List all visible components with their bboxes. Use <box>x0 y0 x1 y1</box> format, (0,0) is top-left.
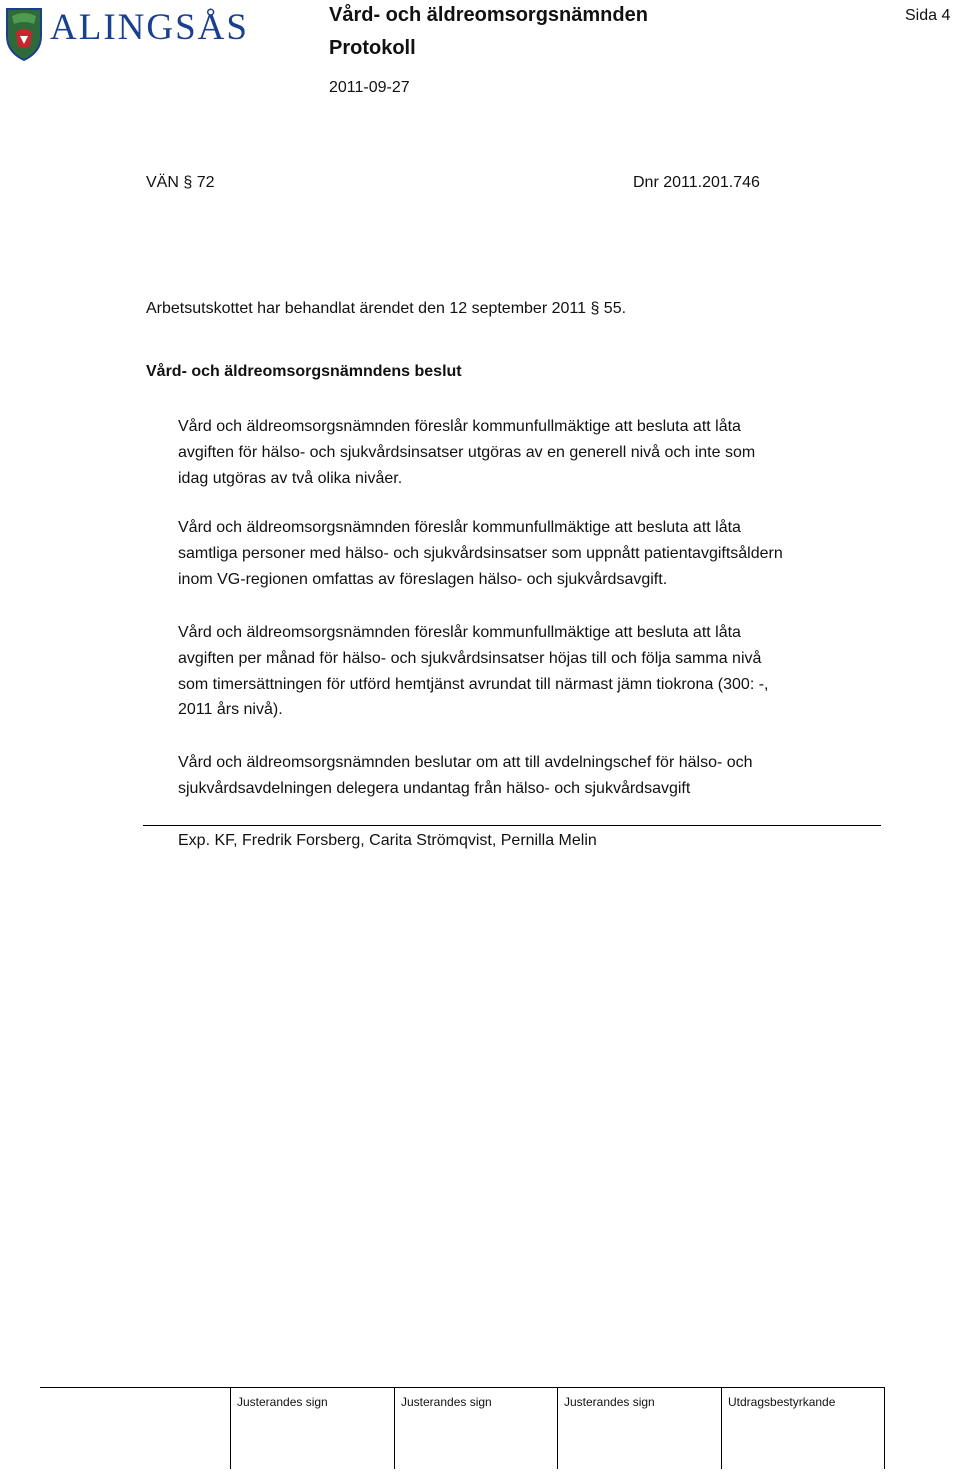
distribution-divider <box>143 825 881 826</box>
coat-of-arms-icon <box>4 6 44 62</box>
paragraph-line: Vård och äldreomsorgsnämnden föreslår kommunfullmäktige att besluta att låta <box>178 418 741 435</box>
decision-paragraph-2 <box>178 515 783 592</box>
paragraph-line: sjukvårdsavdelningen delegera undantag från hälso- och sjukvårdsavgift <box>178 779 691 797</box>
paragraph-line: Vård och äldreomsorgsnämnden föreslår kommunfullmäktige att besluta att låta <box>178 624 741 641</box>
signature-box-divider <box>230 1387 231 1469</box>
alingsas-logo <box>4 6 256 62</box>
logo-wordmark: ALINGSÅS <box>50 7 249 48</box>
signature-label: Justerandes sign <box>237 1395 328 1409</box>
decision-paragraph-1 <box>178 414 755 491</box>
signature-box-divider <box>721 1387 722 1469</box>
decision-paragraph-3 <box>178 620 768 723</box>
signature-box-divider <box>394 1387 395 1469</box>
paragraph-line: 2011 års nivå). <box>178 701 283 719</box>
document-type: Protokoll <box>329 37 416 59</box>
signature-box-divider <box>557 1387 558 1469</box>
signature-label: Justerandes sign <box>564 1395 655 1409</box>
distribution-list: Exp. KF, Fredrik Forsberg, Carita Strömqvist, Pernilla Melin <box>178 832 597 849</box>
extract-certification-label: Utdragsbestyrkande <box>728 1395 836 1409</box>
footer-divider <box>40 1387 885 1388</box>
paragraph-line: Vård och äldreomsorgsnämnden beslutar om att till avdelningschef för hälso- och <box>178 754 753 771</box>
signature-box-divider <box>884 1387 885 1469</box>
paragraph-line: som timersättningen för utförd hemtjänst avrundat till närmast jämn tiokrona (300: -, <box>178 675 769 693</box>
diary-number: Dnr 2011.201.746 <box>633 174 760 191</box>
paragraph-line: avgiften för hälso- och sjukvårdsinsatser utgöras av en generell nivå och inte som <box>178 443 756 461</box>
page-number: Sida 4 <box>905 7 951 24</box>
paragraph-line: avgiften per månad för hälso- och sjukvårdsinsatser höjas till och följa samma nivå <box>178 649 762 667</box>
paragraph-line: idag utgöras av två olika nivåer. <box>178 469 403 487</box>
paragraph-reference: VÄN § 72 <box>146 174 215 191</box>
signature-label: Justerandes sign <box>401 1395 492 1409</box>
decision-heading: Vård- och äldreomsorgsnämndens beslut <box>146 363 462 380</box>
decision-paragraph-4 <box>178 750 753 802</box>
organization-name: Vård- och äldreomsorgsnämnden <box>329 4 648 26</box>
paragraph-line: inom VG-regionen omfattas av föreslagen hälso- och sjukvårdsavgift. <box>178 570 668 588</box>
intro-text: Arbetsutskottet har behandlat ärendet den 12 september 2011 § 55. <box>146 300 627 317</box>
meeting-date: 2011-09-27 <box>329 79 410 96</box>
paragraph-line: Vård och äldreomsorgsnämnden föreslår kommunfullmäktige att besluta att låta <box>178 519 741 536</box>
paragraph-line: samtliga personer med hälso- och sjukvårdsinsatser som uppnått patientavgiftsåldern <box>178 544 783 562</box>
